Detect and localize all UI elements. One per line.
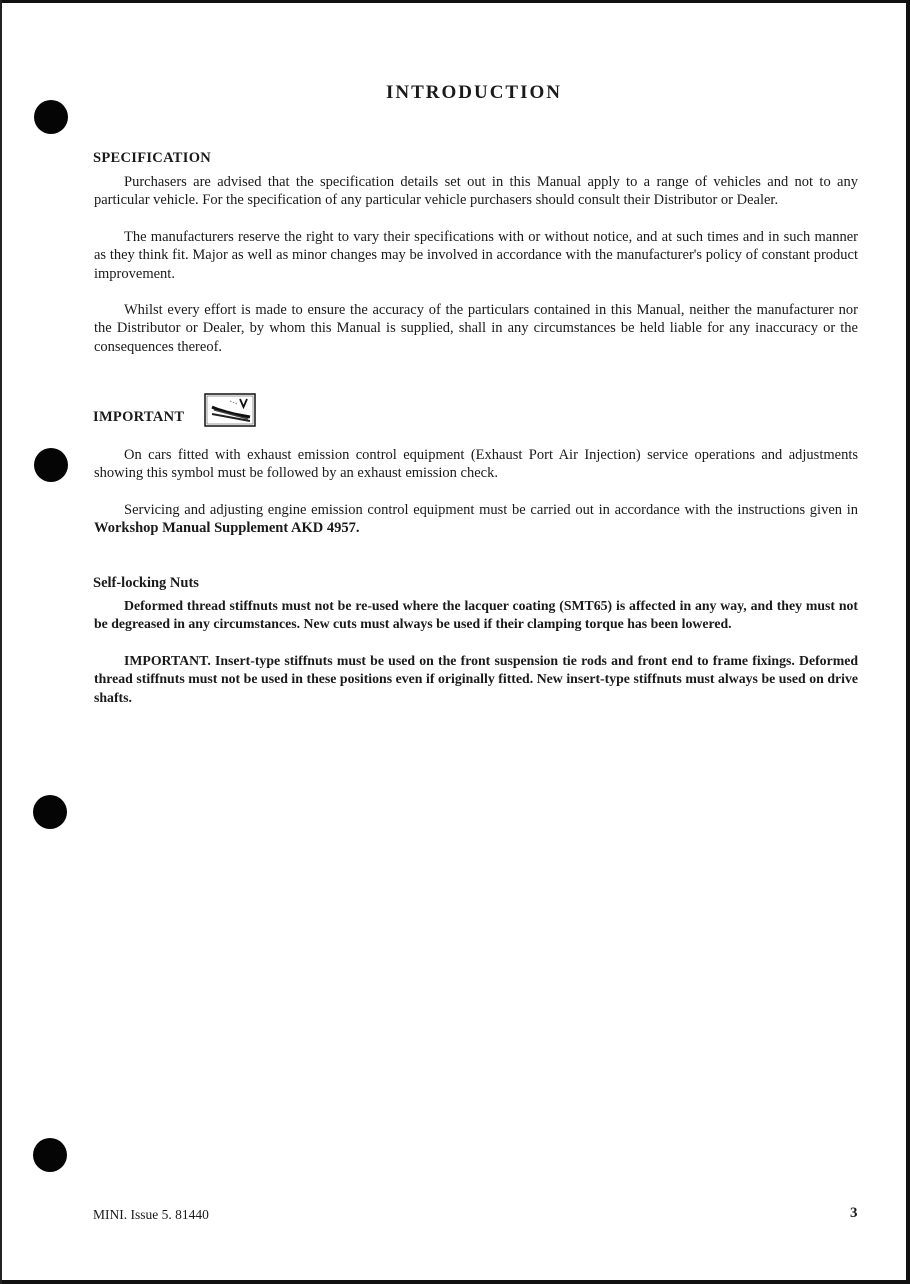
emission-control-icon — [204, 393, 256, 427]
page-number: 3 — [850, 1205, 858, 1221]
footer-issue-info: MINI. Issue 5. 81440 — [93, 1207, 209, 1222]
scan-edge-right — [906, 0, 910, 1284]
self-locking-paragraph-1: Deformed thread stiffnuts must not be re-used where the lacquer coating (SMT65) is affected in any way, and they must not be degreased in any circumstances. New cuts must always be used if their clamping torque has been lowered. — [94, 598, 858, 632]
specification-paragraph-1: Purchasers are advised that the specification details set out in this Manual apply to a range of vehicles and not to any particular vehicle. For the specification of any particular vehicle purchasers should consult their Distributor or Dealer. — [94, 174, 858, 209]
self-locking-nuts-heading: Self-locking Nuts — [93, 575, 199, 591]
punch-hole-1 — [34, 100, 68, 134]
supplement-reference: Workshop Manual Supplement AKD 4957. — [94, 520, 360, 537]
specification-paragraph-3: Whilst every effort is made to ensure the accuracy of the particulars contained in this Manual, neither the manufacturer nor the Distributor or Dealer, by whom this Manual is supplied, shall in any circumstances be held liable for any inaccuracy or the consequences thereof. — [94, 302, 858, 355]
page-title: INTRODUCTION — [385, 82, 563, 103]
important-paragraph-2: Servicing and adjusting engine emission control equipment must be carried out in accordance with the instructions given in Workshop Manual Supplement AKD 4957. — [94, 502, 858, 537]
scan-edge-top — [0, 0, 910, 3]
important-heading: IMPORTANT — [93, 409, 185, 425]
self-locking-paragraph-2: IMPORTANT. Insert-type stiffnuts must be used on the front suspension tie rods and front end to frame fixings. Deformed thread stiffnuts must not be used in these positions even if originally fitted. New insert-type stiffnuts must always be used on drive shafts. — [94, 653, 858, 705]
punch-hole-4 — [33, 1138, 67, 1172]
punch-hole-2 — [34, 448, 68, 482]
punch-hole-3 — [33, 795, 67, 829]
specification-paragraph-2: The manufacturers reserve the right to vary their specifications with or without notice, and at such times and in such manner as they think fit. Major as well as minor changes may be involved in accordance with the manufacturer's policy of constant product improvement. — [94, 229, 858, 282]
scan-edge-bottom — [0, 1280, 910, 1284]
scan-edge-left — [0, 0, 2, 1284]
specification-heading: SPECIFICATION — [93, 150, 212, 166]
important-paragraph-1: On cars fitted with exhaust emission control equipment (Exhaust Port Air Injection) service operations and adjustments showing this symbol must be followed by an exhaust emission check. — [94, 447, 858, 482]
